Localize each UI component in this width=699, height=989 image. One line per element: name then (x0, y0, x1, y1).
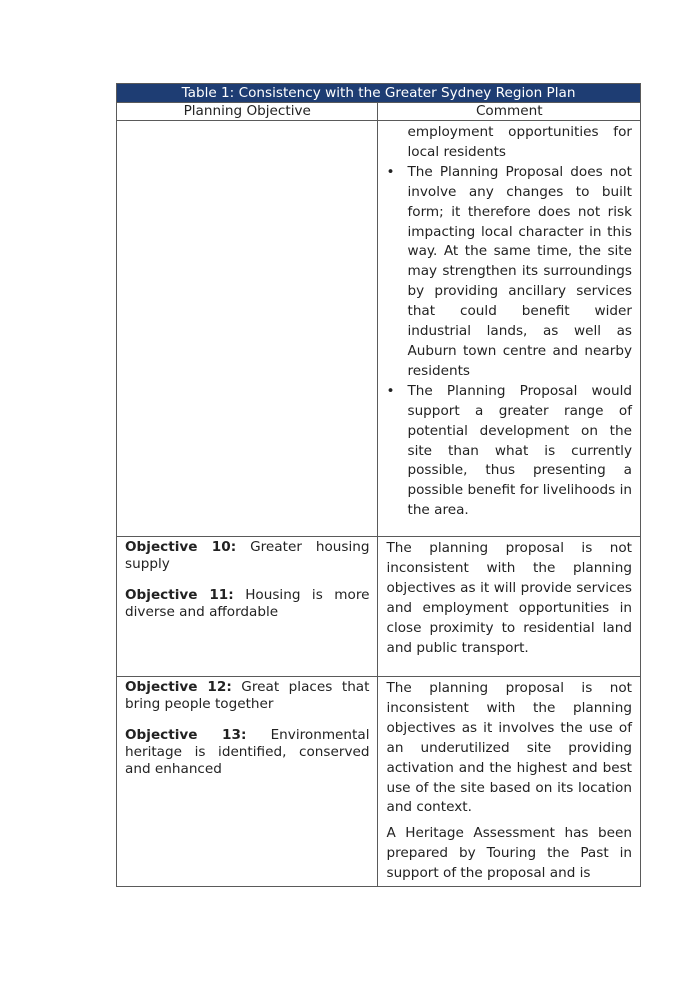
objective-cell (117, 537, 378, 677)
comment-cell (378, 677, 641, 887)
objective-item: Objective 13: Environmental heritage is identified, conserved and enhanced (125, 727, 370, 777)
objective-item: Objective 11: Housing is more diverse and affordable (125, 587, 370, 620)
table-title: Table 1: Consistency with the Greater Sydney Region Plan (117, 84, 641, 103)
objective-item: Objective 12: Great places that bring people together (125, 679, 370, 712)
table-row (117, 121, 641, 537)
header-comment: Comment (378, 103, 641, 121)
objective-cell (117, 677, 378, 887)
list-item: • The Planning Proposal does not involve any changes to built form; it therefore does not risk impacting local character in this way. At the same time, the site may strengthen its surroundings by providing ancillary services that could benefit wider industrial lands, as well as Auburn town centre and nearby residents (407, 163, 632, 382)
comment-text: A Heritage Assessment has been prepared by Touring the Past in support of the proposal and is (386, 825, 632, 882)
objective-item: Objective 10: Greater housing supply (125, 539, 370, 572)
comment-continuation: employment opportunities for local residents (407, 124, 632, 160)
comment-text: The planning proposal is not inconsistent with the planning objectives as it will provide services and employment opportunities in close proximity to residential land and public transport. (386, 540, 632, 656)
table-row (117, 677, 641, 887)
table-title-row (117, 84, 641, 103)
comment-bullet-list (386, 163, 632, 521)
table-header-row (117, 103, 641, 121)
list-item: • The Planning Proposal would support a greater range of potential development on the site than what is currently possible, thus presenting a possible benefit for livelihoods in the area. (407, 382, 632, 521)
table-row (117, 537, 641, 677)
comment-cell (378, 537, 641, 677)
comment-cell (378, 121, 641, 537)
comment-text: The planning proposal is not inconsistent with the planning objectives as it involves the use of an underutilized site providing activation and the highest and best use of the site based on its location and context. (386, 680, 632, 816)
consistency-table (116, 83, 641, 887)
objective-cell-empty (117, 121, 378, 537)
header-planning-objective: Planning Objective (117, 103, 378, 121)
